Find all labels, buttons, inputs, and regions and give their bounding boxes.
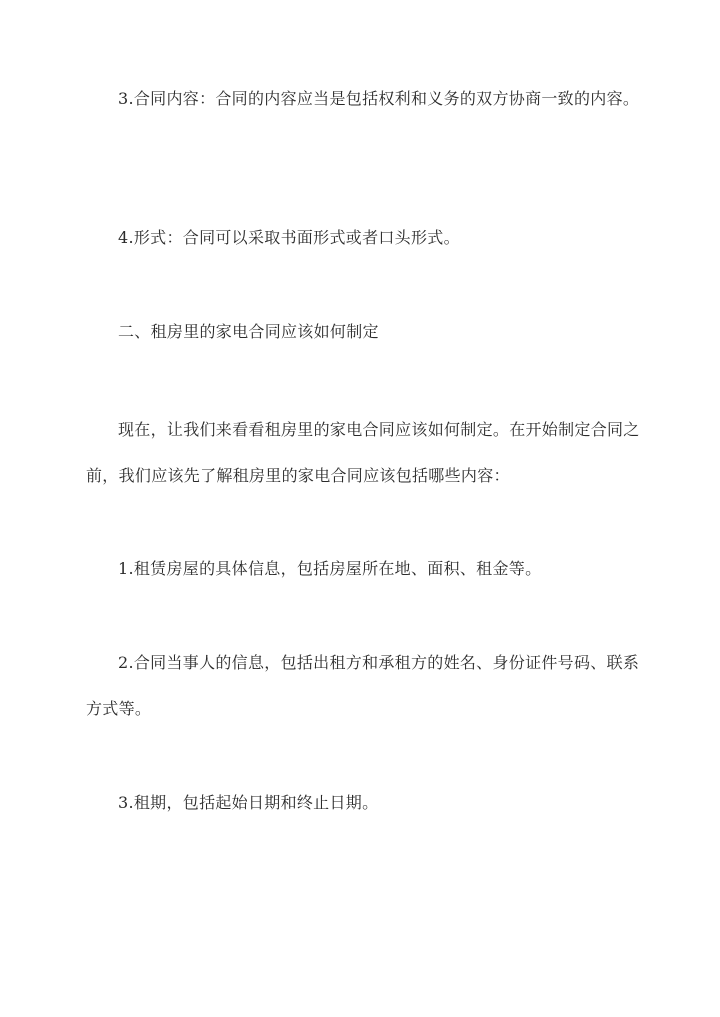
list-item-property-info: 1.租赁房屋的具体信息，包括房屋所在地、面积、租金等。 — [118, 559, 542, 578]
paragraph-intro: 现在，让我们来看看租房里的家电合同应该如何制定。在开始制定合同之前，我们应该先了解租房里的家电合同应该包括哪些内容： — [86, 420, 640, 485]
list-item-party-info: 2.合同当事人的信息，包括出租方和承租方的姓名、身份证件号码、联系方式等。 — [86, 653, 640, 718]
section-heading-appliance-contract: 二、租房里的家电合同应该如何制定 — [118, 322, 379, 341]
list-item-lease-term: 3.租期，包括起始日期和终止日期。 — [118, 793, 379, 812]
paragraph-contract-content: 3.合同内容：合同的内容应当是包括权利和义务的双方协商一致的内容。 — [118, 89, 640, 108]
paragraph-contract-form: 4.形式：合同可以采取书面形式或者口头形式。 — [118, 228, 460, 247]
